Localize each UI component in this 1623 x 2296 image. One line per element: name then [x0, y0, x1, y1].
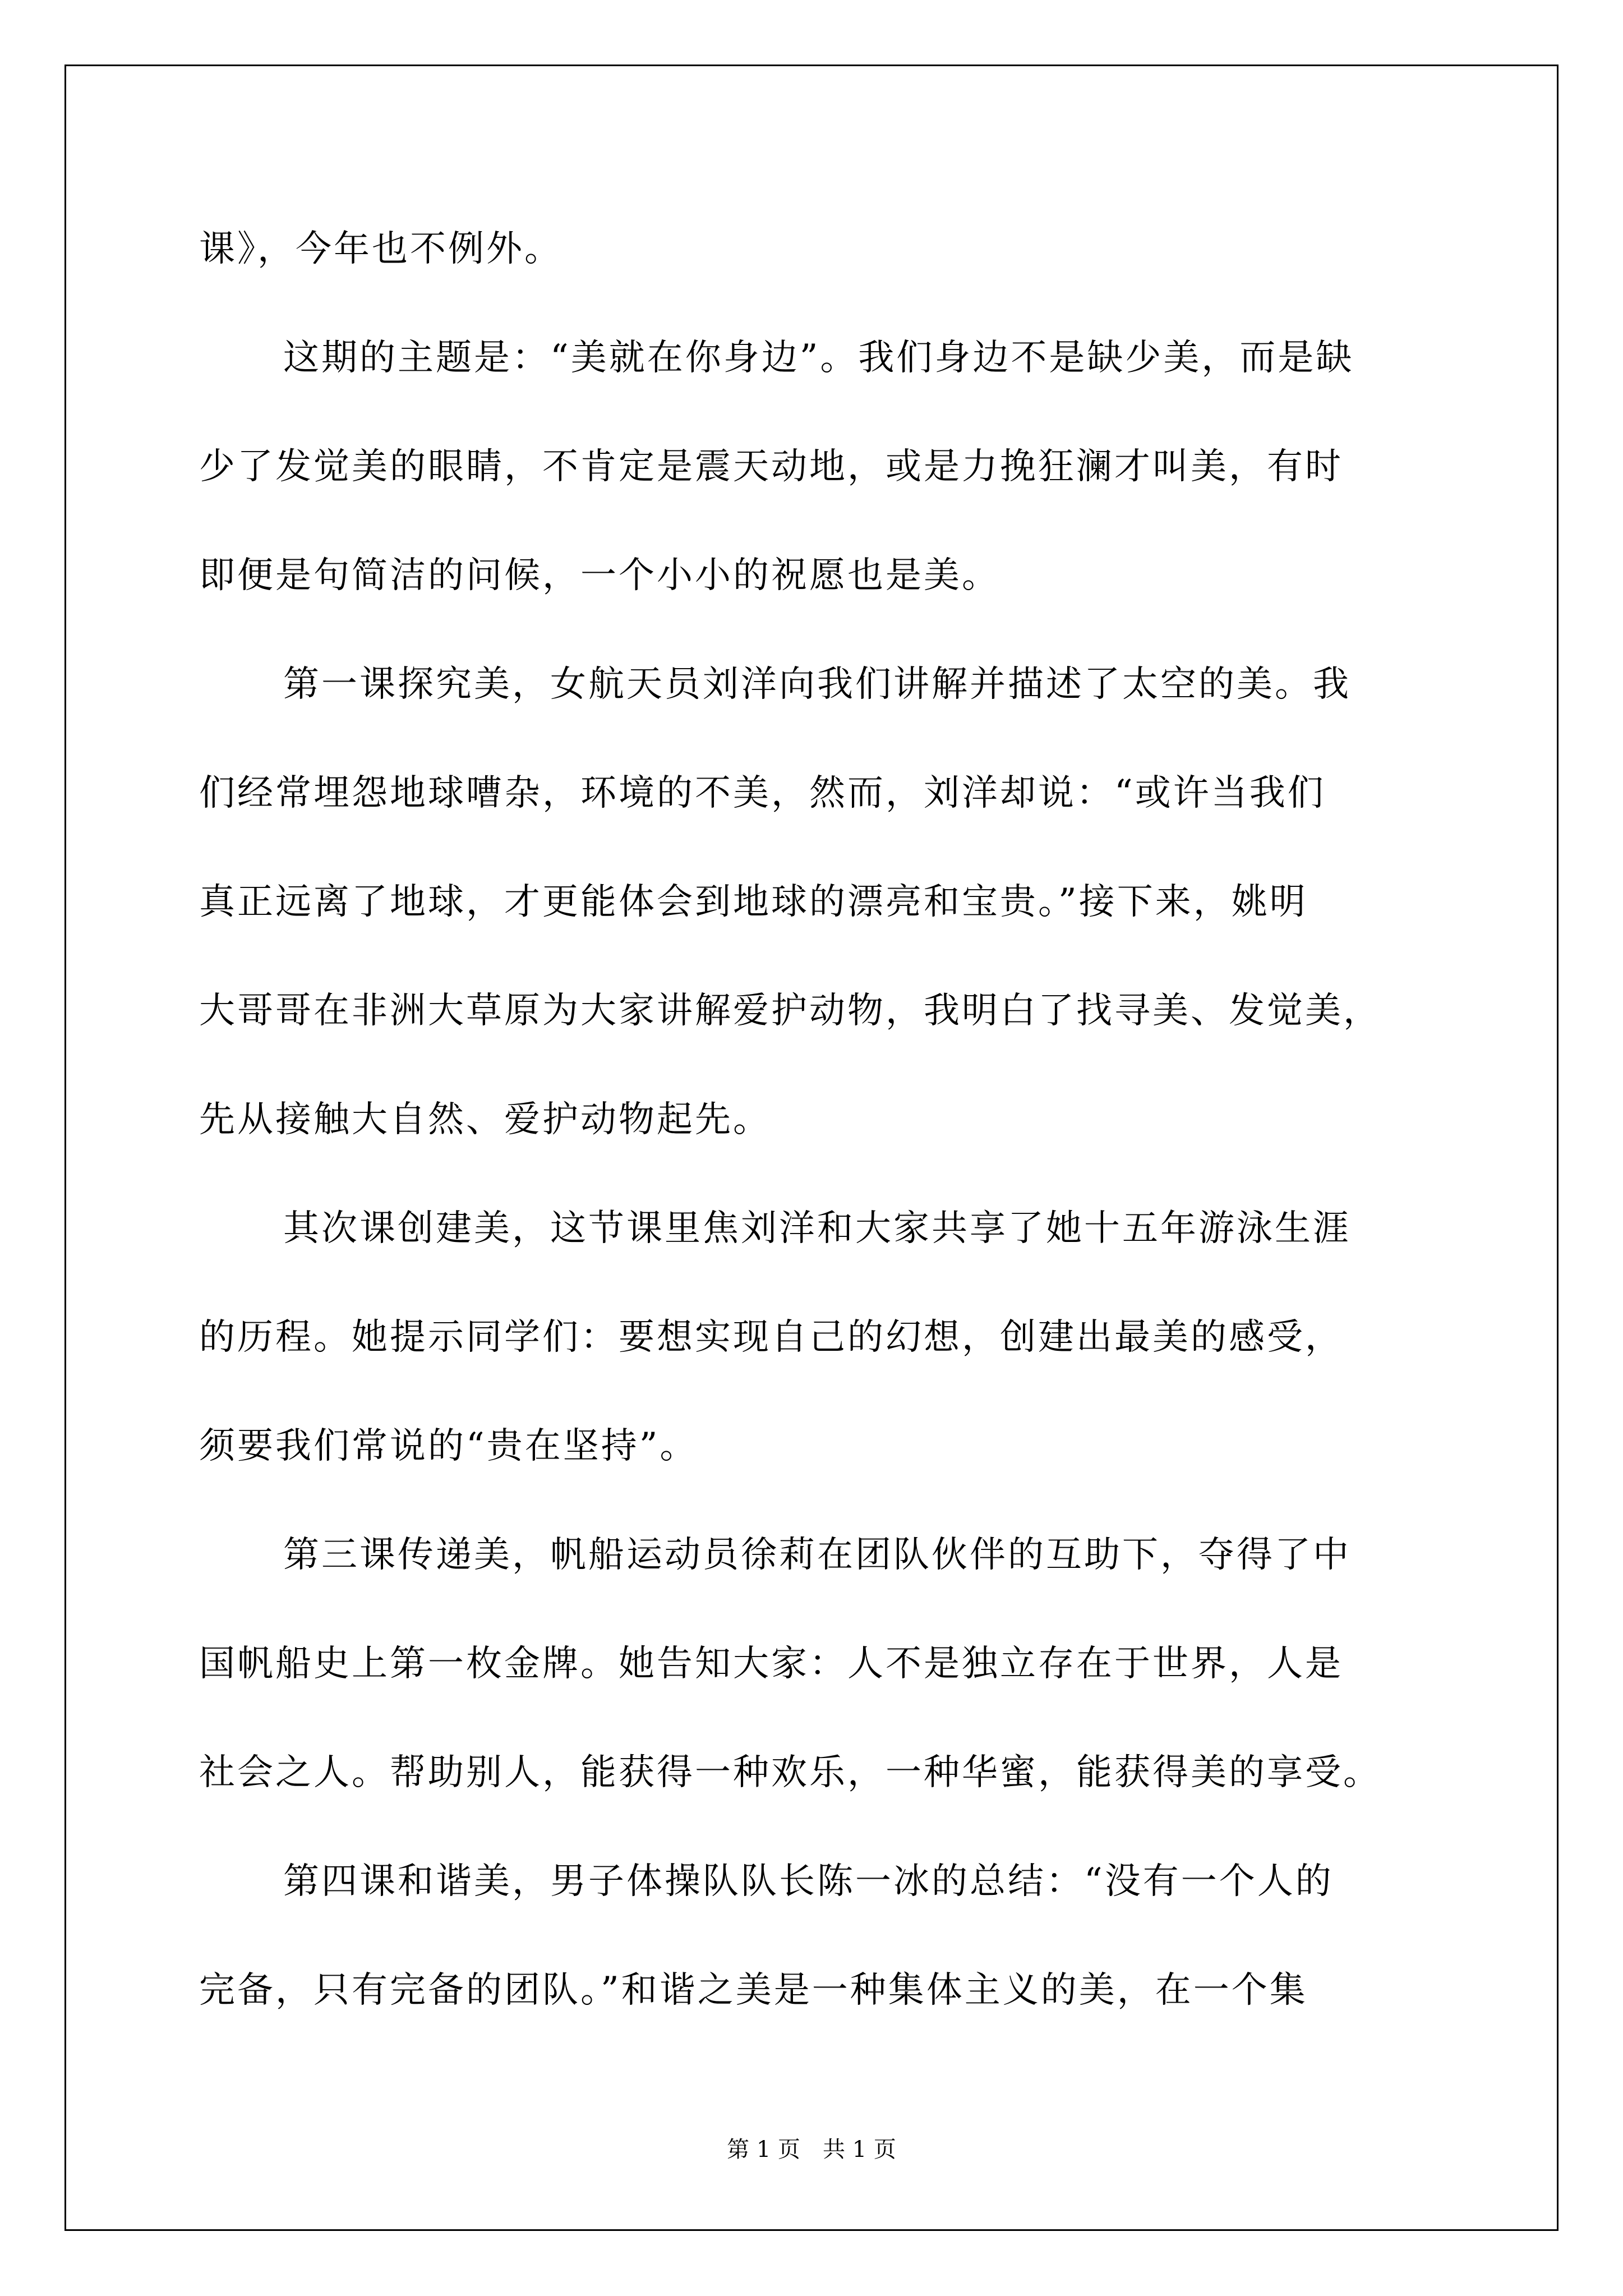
text-line: 这期的主题是：“美就在你身边”。我们身边不是缺少美，而是缺: [283, 337, 1354, 379]
text-line: 第四课和谐美，男子体操队队长陈一冰的总结：“没有一个人的: [283, 1861, 1334, 1902]
text-line: 少了发觉美的眼睛，不肯定是震天动地，或是力挽狂澜才叫美，有时: [199, 446, 1343, 487]
text-line: 第一课探究美，女航天员刘洋向我们讲解并描述了太空的美。我: [283, 664, 1351, 705]
text-line: 真正远离了地球，才更能体会到地球的漂亮和宝贵。”接下来，姚明: [199, 881, 1308, 923]
text-line: 先从接触大自然、爱护动物起先。: [199, 1099, 771, 1140]
text-line: 其次课创建美，这节课里焦刘洋和大家共享了她十五年游泳生涯: [283, 1208, 1351, 1249]
page-number: 第 1 页 共 1 页: [727, 2137, 896, 2162]
text-line: 们经常埋怨地球嘈杂，环境的不美，然而，刘洋却说：“或许当我们: [199, 772, 1326, 814]
text-line: 社会之人。帮助别人，能获得一种欢乐，一种华蜜，能获得美的享受。: [199, 1752, 1381, 1793]
text-line: 的历程。她提示同学们：要想实现自己的幻想，创建出最美的感受，: [199, 1317, 1343, 1358]
text-line: 国帆船史上第一枚金牌。她告知大家：人不是独立存在于世界，人是: [199, 1643, 1343, 1685]
text-line: 大哥哥在非洲大草原为大家讲解爱护动物，我明白了找寻美、发觉美，: [199, 990, 1381, 1032]
text-line: 第三课传递美，帆船运动员徐莉在团队伙伴的互助下，夺得了中: [283, 1534, 1351, 1576]
text-line: 课》，今年也不例外。: [199, 228, 562, 270]
text-line: 即便是句简洁的问候，一个小小的祝愿也是美。: [199, 555, 1000, 596]
page-border: [64, 65, 1559, 2231]
text-line: 完备，只有完备的团队。”和谐之美是一种集体主义的美，在一个集: [199, 1970, 1308, 2011]
text-line: 须要我们常说的“贵在坚持”。: [199, 1425, 698, 1467]
